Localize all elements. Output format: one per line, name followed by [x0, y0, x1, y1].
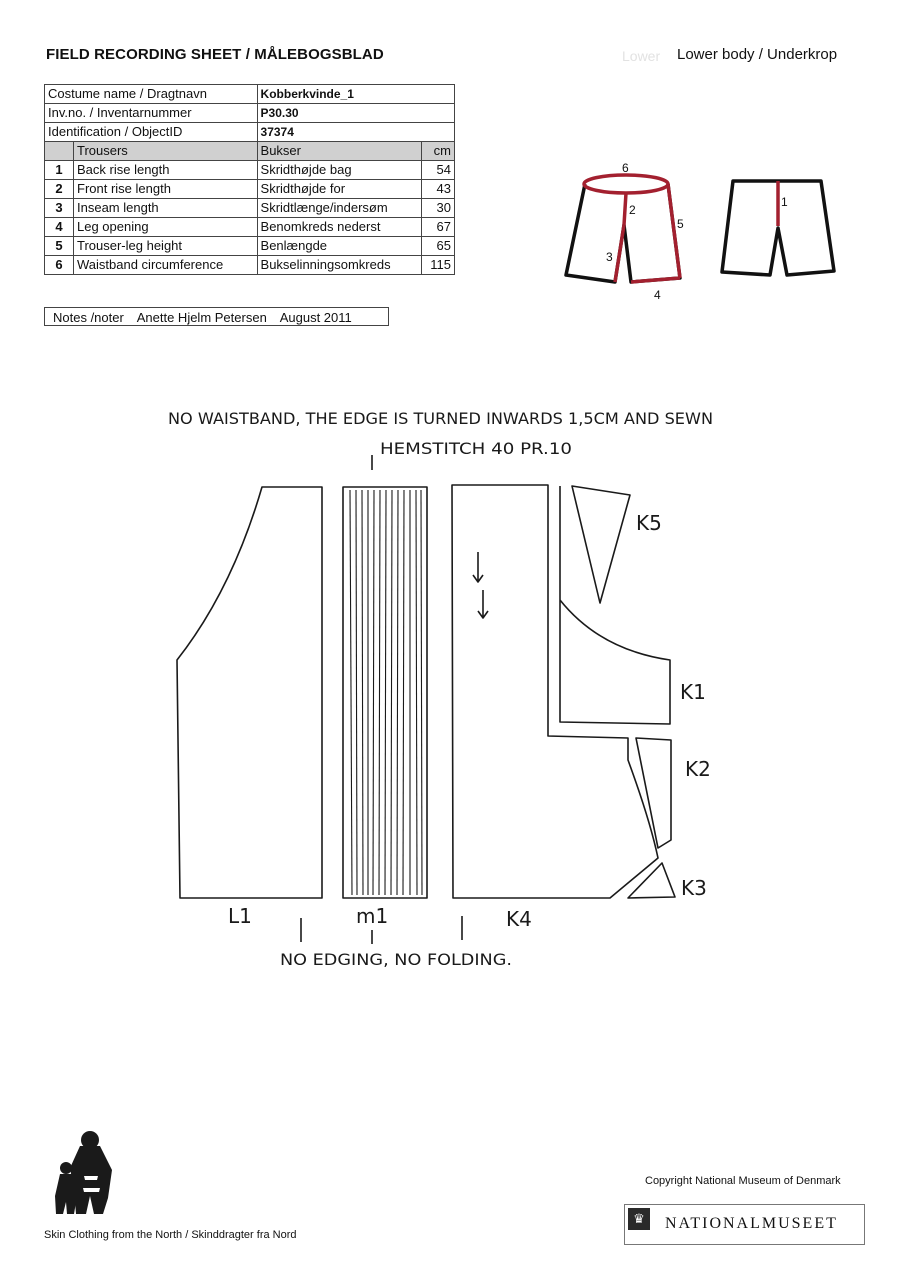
row-label-en: Waistband circumference [74, 256, 258, 275]
child-head [60, 1162, 72, 1174]
notes-label: Notes /noter [53, 310, 124, 325]
row-number: 3 [45, 199, 74, 218]
callout-2: 2 [629, 203, 636, 217]
info-label: Identification / ObjectID [45, 123, 258, 142]
leg-height-measure-5 [668, 184, 680, 278]
row-number: 4 [45, 218, 74, 237]
pleat-line [421, 490, 422, 895]
pleat-line [385, 490, 386, 895]
piece-k4 [452, 485, 658, 898]
row-label-en: Leg opening [74, 218, 258, 237]
callout-6: 6 [622, 161, 629, 175]
copyright-text: Copyright National Museum of Denmark [645, 1175, 841, 1187]
info-value: P30.30 [257, 104, 454, 123]
label-m1: m1 [356, 904, 389, 928]
crown-crest-icon: ♛ [628, 1208, 650, 1230]
leg-opening-measure-4 [631, 278, 680, 282]
direction-arrow-icon [478, 590, 488, 618]
header-unit: cm [421, 142, 454, 161]
callout-1: 1 [781, 195, 788, 209]
row-label-da: Skridthøjde bag [257, 161, 421, 180]
label-k1: K1 [680, 680, 706, 704]
pleat-line [350, 490, 352, 895]
row-label-en: Back rise length [74, 161, 258, 180]
pleat-lines [350, 490, 422, 895]
front-rise-measure-2 [624, 193, 626, 225]
info-value: Kobberkvinde_1 [257, 85, 454, 104]
callout-4: 4 [654, 288, 661, 302]
body-part-ghost: Lower [622, 48, 661, 64]
trousers-diagram-front [566, 175, 680, 282]
row-number: 5 [45, 237, 74, 256]
pleat-line [391, 490, 392, 895]
piece-k2 [636, 738, 671, 848]
row-label-da: Benomkreds nederst [257, 218, 421, 237]
pleat-line [362, 490, 363, 895]
row-value: 67 [421, 218, 454, 237]
pleat-line [416, 490, 417, 895]
direction-arrow-icon [473, 552, 483, 582]
body-part-label: Lower body / Underkrop [677, 46, 838, 63]
info-value: 37374 [257, 123, 454, 142]
notes-author: Anette Hjelm Petersen [136, 310, 267, 325]
row-label-da: Skridtlænge/indersøm [257, 199, 421, 218]
label-k5: K5 [636, 511, 662, 535]
row-value: 54 [421, 161, 454, 180]
label-l1: L1 [228, 904, 252, 928]
row-label-da: Bukselinningsomkreds [257, 256, 421, 275]
museum-name: NATIONALMUSEET [665, 1215, 838, 1232]
header-trousers: Trousers [74, 142, 258, 161]
pleat-line [397, 490, 398, 895]
row-label-en: Front rise length [74, 180, 258, 199]
label-k3: K3 [681, 876, 707, 900]
pleat-line [379, 490, 380, 895]
sheet-title: FIELD RECORDING SHEET / MÅLEBOGSBLAD [46, 46, 384, 63]
pleat-line [403, 490, 404, 895]
piece-l1 [177, 487, 322, 898]
note-top: NO WAISTBAND, THE EDGE IS TURNED INWARDS 1,5CM AND SEWN [168, 409, 713, 428]
pleat-line [356, 490, 357, 895]
callout-3: 3 [606, 250, 613, 264]
pleat-line [373, 490, 374, 895]
row-label-en: Trouser-leg height [74, 237, 258, 256]
inseam-measure-3 [615, 225, 624, 282]
row-value: 115 [421, 256, 454, 275]
callout-5: 5 [677, 217, 684, 231]
piece-k5 [572, 486, 630, 603]
trousers-diagram-back [722, 181, 834, 275]
row-label-da: Benlængde [257, 237, 421, 256]
piece-k3 [628, 863, 675, 898]
notes-date: August 2011 [279, 310, 352, 325]
row-value: 65 [421, 237, 454, 256]
row-number: 1 [45, 161, 74, 180]
row-label-da: Skridthøjde for [257, 180, 421, 199]
row-value: 43 [421, 180, 454, 199]
info-label: Inv.no. / Inventarnummer [45, 104, 258, 123]
waistband-measure-6 [584, 175, 668, 193]
note-stitch: HEMSTITCH 40 PR.10 [380, 439, 572, 458]
museum-logo [624, 1204, 865, 1245]
skin-clothing-logo [55, 1131, 112, 1214]
project-credit: Skin Clothing from the North / Skinddragter fra Nord [44, 1229, 297, 1241]
header-bukser: Bukser [257, 142, 421, 161]
sketch-annotations [168, 409, 713, 969]
pattern-sketch [177, 455, 675, 944]
label-k2: K2 [685, 757, 711, 781]
row-number: 2 [45, 180, 74, 199]
row-label-en: Inseam length [74, 199, 258, 218]
row-value: 30 [421, 199, 454, 218]
info-label: Costume name / Dragtnavn [45, 85, 258, 104]
row-number: 6 [45, 256, 74, 275]
label-k4: K4 [506, 907, 532, 931]
note-bottom: NO EDGING, NO FOLDING. [280, 950, 512, 969]
